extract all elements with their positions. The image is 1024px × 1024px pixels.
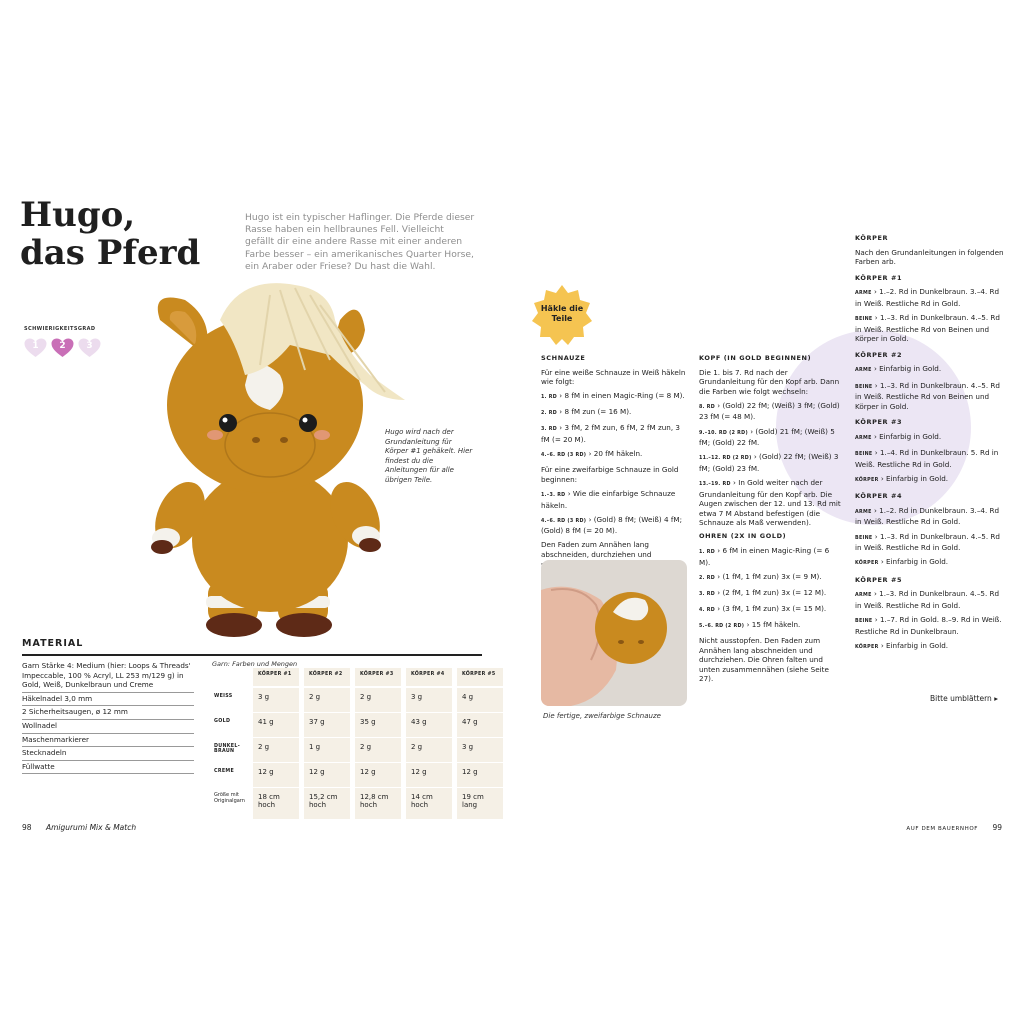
instruction-row: ARME › 1.–2. Rd in Dunkelbraun. 3.–4. Rd in Weiß. Restliche Rd in Gold.	[855, 287, 1000, 308]
instruction-row: ARME › 1.–2. Rd in Dunkelbraun. 3.–4. Rd in Weiß. Restliche Rd in Gold.	[855, 505, 1000, 527]
difficulty-heart-2-label: 2	[59, 341, 66, 351]
yarn-table-header	[212, 668, 503, 687]
difficulty-heart-1	[24, 338, 47, 358]
yarn-cell: 2 g	[304, 687, 350, 712]
instruction-row: KÖRPER › Einfarbig in Gold.	[855, 557, 949, 567]
section-badge	[530, 283, 594, 347]
instruction-row: KÖRPER › Einfarbig in Gold.	[855, 640, 949, 650]
yarn-cell: 19 cm lang	[457, 787, 503, 819]
table-row	[212, 687, 503, 712]
heading-koerper-2: KÖRPER #2	[855, 350, 903, 359]
yarn-cell: 47 g	[457, 712, 503, 737]
table-row	[212, 787, 503, 819]
heading-koerper-4: KÖRPER #4	[855, 492, 903, 501]
yarn-row-label: GOLD	[212, 712, 253, 737]
table-row	[212, 712, 503, 737]
difficulty-heart-3-label: 3	[86, 341, 93, 351]
yarn-col-header: KÖRPER #4	[406, 668, 452, 687]
intro-text: Hugo ist ein typischer Haflinger. Die Pferde dieser Rasse haben ein hellbraunes Fell. Vielleicht gefällt dir eine andere Rasse mit einer anderen Farbe besser – ein amerikanisches Quarter Horse, ein Araber oder Friese? Du hast die Wahl.	[245, 212, 475, 272]
yarn-table	[212, 668, 503, 819]
yarn-table-heading: Garn: Farben und Mengen	[212, 660, 298, 668]
page-number-right: 99	[992, 823, 1002, 832]
yarn-col-header: KÖRPER #1	[253, 668, 299, 687]
heading-koerper: KÖRPER	[855, 234, 889, 242]
instruction-row: ARME › Einfarbig in Gold.	[855, 431, 942, 441]
instruction-row: 9.–10. RD (2 RD) › (Gold) 21 fM; (Weiß) 5 fM; (Gold) 22 fM.	[699, 426, 835, 448]
footer-left	[22, 823, 136, 832]
instruction-row: 1. RD › 8 fM in einen Magic-Ring (= 8 M).	[541, 391, 685, 401]
heading-koerper-1: KÖRPER #1	[855, 273, 903, 282]
yarn-cell: 15,2 cm hoch	[304, 787, 350, 819]
yarn-cell: 43 g	[406, 712, 452, 737]
paragraph: Den Faden zum Annähen lang abschneiden, durchziehen und	[541, 540, 652, 559]
yarn-cell: 4 g	[457, 687, 503, 712]
instruction-row: KÖRPER › Einfarbig in Gold.	[855, 473, 949, 483]
instruction-row: ARME › 1.–3. Rd in Dunkelbraun. 4.–5. Rd in Weiß. Restliche Rd in Gold.	[855, 589, 1000, 611]
photo-caption: Hugo wird nach der Grundanleitung für Körper #1 gehäkelt. Hier findest du die Anleitungen für alle übrigen Teile.	[385, 428, 473, 484]
paragraph: Für eine weiße Schnauze in Weiß häkeln wie folgt:	[541, 367, 686, 387]
heading-koerper-3: KÖRPER #3	[855, 418, 903, 427]
heading-schnauze: SCHNAUZE	[541, 354, 586, 362]
material-heading: MATERIAL	[22, 638, 84, 649]
yarn-cell: 14 cm hoch	[406, 787, 452, 819]
table-row	[212, 762, 503, 787]
instruction-row: 1. RD › 6 fM in einen Magic-Ring (= 6 M).	[699, 546, 830, 567]
horse-amigurumi-photo	[130, 280, 420, 640]
footer-right	[906, 823, 1002, 832]
yarn-row-label: CREME	[212, 762, 253, 787]
instruction-row: 3. RD › (2 fM, 1 fM zun) 3x (= 12 M).	[699, 587, 827, 597]
yarn-cell: 3 g	[457, 737, 503, 762]
difficulty-heart-1-label: 1	[32, 341, 39, 351]
instruction-row: 13.–19. RD › In Gold weiter nach der Grundanleitung für den Kopf arb. Die Augen zwischen der 12. und 13. Rd mit etwa 7 M Abstand befestigen (die Schnauze als Maß verwenden).	[699, 477, 841, 528]
material-item: Häkelnadel 3,0 mm	[22, 693, 194, 707]
next-page-hint: Bitte umblättern ▸	[930, 694, 998, 703]
instruction-row: 3. RD › 3 fM, 2 fM zun, 6 fM, 2 fM zun, 3 fM (= 20 M).	[541, 423, 681, 445]
paragraph: Die 1. bis 7. Rd nach der Grundanleitung für den Kopf arb. Dann die Farben wie folgt wechseln:	[699, 367, 840, 396]
material-divider	[22, 654, 482, 656]
material-item: 2 Sicherheitsaugen, ø 12 mm	[22, 706, 194, 720]
yarn-cell: 3 g	[406, 687, 452, 712]
page-title-line1: Hugo,	[20, 195, 136, 235]
yarn-cell: 2 g	[355, 687, 401, 712]
section-badge-label: Häkle die Teile	[540, 304, 584, 323]
yarn-table-corner	[212, 668, 253, 687]
snout-photo	[541, 560, 687, 706]
material-item: Füllwatte	[22, 761, 194, 775]
snout-photo-caption: Die fertige, zweifarbige Schnauze	[543, 712, 661, 720]
paragraph: Nicht ausstopfen. Den Faden zum Annähen lang abschneiden und durchziehen. Die Ohren falten und unten zusammennähen (siehe Seite 27).	[699, 636, 829, 684]
yarn-cell: 3 g	[253, 687, 299, 712]
column-koerper	[855, 234, 1005, 657]
difficulty-heart-2	[51, 338, 74, 358]
page-number-left: 98	[22, 823, 32, 832]
yarn-col-header: KÖRPER #5	[457, 668, 503, 687]
yarn-cell: 12,8 cm hoch	[355, 787, 401, 819]
section-name: AUF DEM BAUERNHOF	[906, 826, 979, 832]
material-item: Maschenmarkierer	[22, 734, 194, 748]
yarn-cell: 2 g	[253, 737, 299, 762]
yarn-row-label: Größe mit Originalgarn	[212, 787, 253, 819]
yarn-col-header: KÖRPER #2	[304, 668, 350, 687]
heading-koerper-5: KÖRPER #5	[855, 575, 903, 584]
yarn-cell: 2 g	[406, 737, 452, 762]
instruction-row: ARME › Einfarbig in Gold.	[855, 364, 942, 374]
difficulty-hearts	[24, 338, 101, 358]
instruction-row: BEINE › 1.–4. Rd in Dunkelbraun. 5. Rd in Weiß. Restliche Rd in Gold.	[855, 448, 999, 469]
material-item: Garn Stärke 4: Medium (hier: Loops & Threads' Impeccable, 100 % Acryl, LL 253 m/129 g) in Gold, Weiß, Dunkelbraun und Creme	[22, 660, 194, 693]
yarn-cell: 1 g	[304, 737, 350, 762]
yarn-row-label: WEISS	[212, 687, 253, 712]
instruction-row: 1.–3. RD › Wie die einfarbige Schnauze häkeln.	[541, 488, 676, 510]
paragraph: Für eine zweifarbige Schnauze in Gold beginnen:	[541, 465, 679, 484]
difficulty-heart-3	[78, 338, 101, 358]
instruction-row: 4.–6. RD (3 RD) › 20 fM häkeln.	[541, 449, 643, 459]
yarn-cell: 37 g	[304, 712, 350, 737]
yarn-cell: 12 g	[253, 762, 299, 787]
instruction-row: BEINE › 1.–3. Rd in Dunkelbraun. 4.–5. Rd in Weiß. Restliche Rd in Gold.	[855, 531, 1000, 553]
column-kopf-ohren	[699, 354, 841, 689]
yarn-cell: 18 cm hoch	[253, 787, 299, 819]
instruction-row: 2. RD › 8 fM zun (= 16 M).	[541, 407, 632, 417]
book-title: Amigurumi Mix & Match	[45, 823, 137, 832]
heading-kopf: KOPF (IN GOLD BEGINNEN)	[699, 354, 812, 362]
yarn-cell: 12 g	[304, 762, 350, 787]
instruction-row: 2. RD › (1 fM, 1 fM zun) 3x (= 9 M).	[699, 571, 822, 581]
instruction-row: 4.–6. RD (3 RD) › (Gold) 8 fM; (Weiß) 4 fM; (Gold) 8 fM (= 20 M).	[541, 514, 683, 536]
yarn-col-header: KÖRPER #3	[355, 668, 401, 687]
page-title-line2: das Pferd	[20, 233, 201, 273]
yarn-row-label: DUNKEL-BRAUN	[212, 737, 253, 762]
difficulty-label: SCHWIERIGKEITSGRAD	[24, 326, 96, 332]
material-item: Stecknadeln	[22, 747, 194, 761]
heading-ohren: OHREN (2X IN GOLD)	[699, 532, 787, 541]
instruction-row: BEINE › 1.–7. Rd in Gold. 8.–9. Rd in Weiß. Restliche Rd in Dunkelbraun.	[855, 615, 1002, 636]
paragraph: Nach den Grundanleitungen in folgenden Farben arb.	[855, 247, 1004, 267]
yarn-cell: 12 g	[457, 762, 503, 787]
material-list	[22, 660, 194, 774]
instruction-row: 11.–12. RD (2 RD) › (Gold) 22 fM; (Weiß) 3 fM; (Gold) 23 fM.	[699, 452, 839, 473]
instruction-row: 4. RD › (3 fM, 1 fM zun) 3x (= 15 M).	[699, 603, 827, 613]
instruction-row: 8. RD › (Gold) 22 fM; (Weiß) 3 fM; (Gold) 23 fM (= 48 M).	[699, 400, 840, 422]
instruction-row: BEINE › 1.–3. Rd in Dunkelbraun. 4.–5. Rd in Weiß. Restliche Rd von Beinen und Körper in Gold.	[855, 380, 1000, 411]
instruction-row: BEINE › 1.–3. Rd in Dunkelbraun. 4.–5. Rd in Weiß. Restliche Rd von Beinen und Körper in Gold.	[855, 313, 1000, 344]
column-schnauze	[541, 354, 688, 583]
yarn-cell: 35 g	[355, 712, 401, 737]
yarn-cell: 41 g	[253, 712, 299, 737]
material-item: Wollnadel	[22, 720, 194, 734]
table-row	[212, 737, 503, 762]
yarn-cell: 12 g	[355, 762, 401, 787]
yarn-cell: 12 g	[406, 762, 452, 787]
instruction-row: 5.–6. RD (2 RD) › 15 fM häkeln.	[699, 619, 801, 629]
page-title	[20, 196, 200, 272]
yarn-cell: 2 g	[355, 737, 401, 762]
